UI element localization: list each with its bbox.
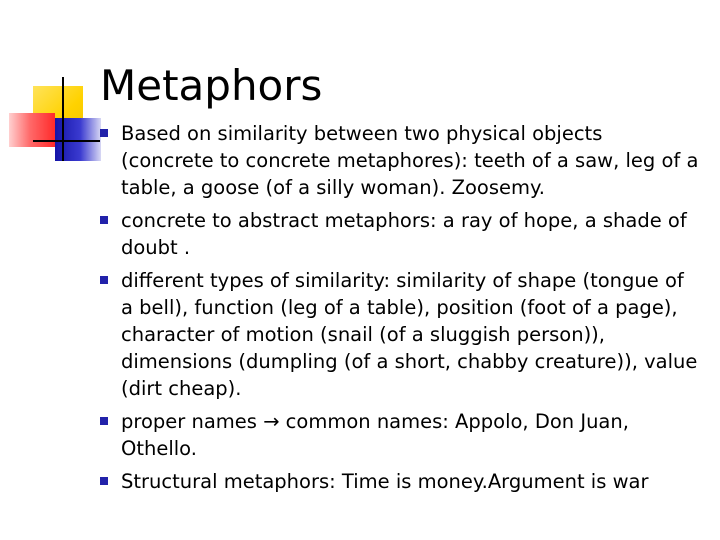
square-bullet-icon	[100, 129, 108, 137]
bullet-text: Based on similarity between two physical objects (concrete to concrete metaphores): teeth of a saw, leg of a table, a goose (of a silly woman). Zoosemy.	[121, 122, 699, 199]
bullet-list	[100, 120, 700, 501]
square-bullet-icon	[100, 216, 108, 224]
bullet-item	[100, 468, 700, 495]
bullet-text: proper names → common names: Appolo, Don Juan, Othello.	[121, 410, 629, 460]
slide-title: Metaphors	[100, 61, 323, 110]
bullet-item	[100, 120, 700, 201]
horizontal-line	[33, 140, 100, 142]
bullet-text: different types of similarity: similarity of shape (tongue of a bell), function (leg of a table), position (foot of a page), character of motion (snail (of a sluggish person)), dimensions (dumpling (of a short, chabby creature)), value (dirt cheap).	[121, 269, 698, 400]
bullet-item	[100, 408, 700, 462]
bullet-item	[100, 267, 700, 402]
bullet-text: concrete to abstract metaphors: a ray of hope, a shade of doubt .	[121, 209, 687, 259]
vertical-line	[62, 77, 64, 161]
bullet-text: Structural metaphors: Time is money.Argument is war	[121, 470, 649, 493]
square-bullet-icon	[100, 477, 108, 485]
bullet-item	[100, 207, 700, 261]
colored-squares-logo-icon	[0, 0, 110, 170]
square-bullet-icon	[100, 417, 108, 425]
square-bullet-icon	[100, 276, 108, 284]
